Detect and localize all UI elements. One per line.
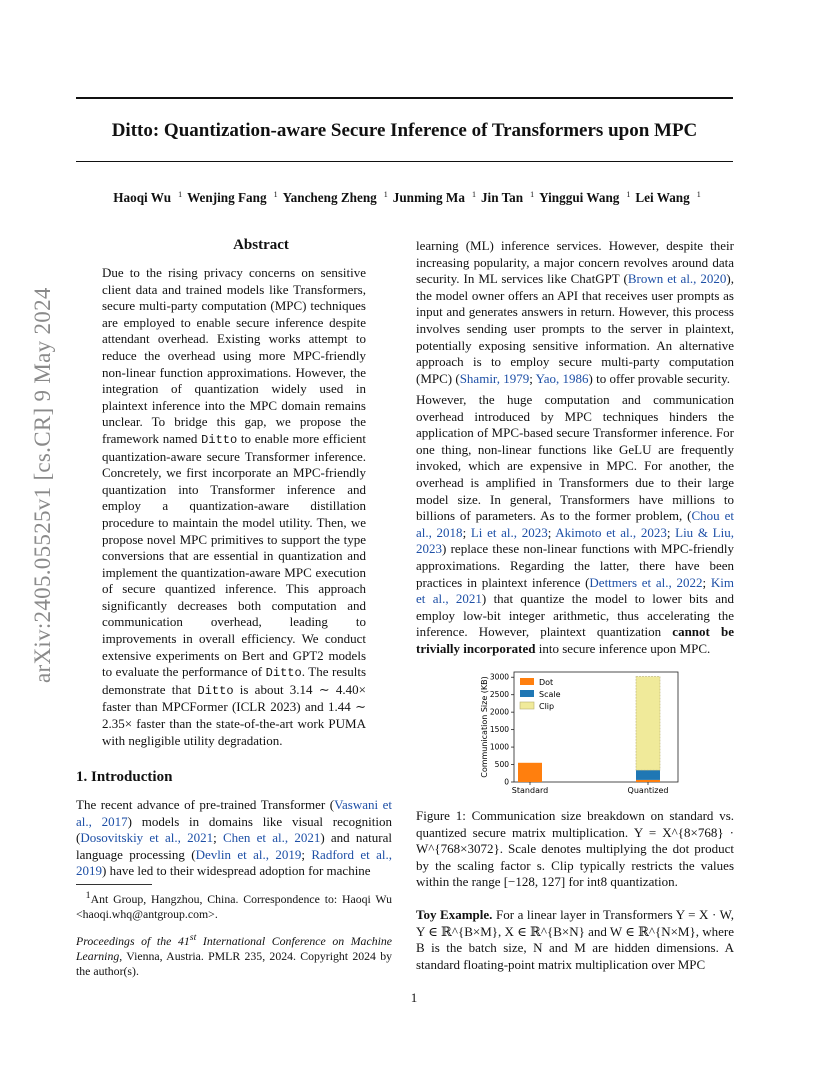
x-tick-label: Standard [511, 786, 549, 795]
paper-title: Ditto: Quantization-aware Secure Inference of Transformers upon MPC [111, 120, 698, 141]
citation-link[interactable]: Shamir, 1979 [459, 370, 530, 386]
author-name: Lei Wang [635, 190, 690, 206]
author-name: Yinggui Wang [539, 190, 620, 206]
citation-link[interactable]: Akimoto et al., 2023 [555, 524, 667, 540]
citation-link[interactable]: Chou et al., 2018 [416, 508, 734, 540]
author-name: Wenjing Fang [187, 190, 267, 206]
y-tick-label: 3000 [489, 672, 509, 682]
citation-link[interactable]: Chen et al., 2021 [222, 830, 321, 846]
page-number: 1 [410, 990, 418, 1005]
abstract-heading: Abstract [233, 237, 289, 253]
citation-link[interactable]: Yao, 1986 [535, 370, 589, 386]
author-name: Haoqi Wu [113, 190, 172, 206]
footnote: $^1$Ant Group, Hangzhou, China. Correspondence to: Haoqi Wu <haoqi.whq@antgroup.com>. [76, 890, 392, 921]
top-rule [76, 97, 733, 99]
section-heading-introduction: 1. Introduction [76, 769, 173, 785]
intro-paragraph: The recent advance of pre-trained Transformer (Vaswani et al., 2017) models in domains like visual recognition (Dosovitskiy et al., 2021; Chen et al., 2021) and natural language processing (Devlin et al., 2019; Radford et al., 2019) have led to their widespread adoption for machine [76, 797, 392, 879]
figure-1-chart [478, 668, 688, 800]
citation-link[interactable]: Dosovitskiy et al., 2021 [80, 830, 214, 846]
author-name: Junming Ma [392, 190, 465, 206]
legend-label-dot: Dot [539, 678, 554, 687]
right-paragraph-2: However, the huge computation and communication overhead introduced by MPC techniques hinders the application of MPC-based secure Transformer inference. For one thing, non-linear functions like GeLU are frequently invoked, which are expensive in MPC. For another, the overhead is amplified in Transformers due to their large model size. In general, Transformers have millions to billions of parameters. As to the former problem, (Chou et al., 2018; Li et al., 2023; Akimoto et al., 2023; Liu & Liu, 2023) replace these non-linear functions with MPC-friendly approximations. Regarding the latter, there have been practices in plaintext inference (Dettmers et al., 2022; Kim et al., 2021) that quantize the model to lower bits and employ low-bit integer arithmetic, thus accelerating the inference. However, plaintext quantization cannot be trivially incorporated into secure inference upon MPC. [416, 392, 735, 656]
affiliation-mark: 1 [178, 190, 183, 199]
y-tick-label: 2500 [489, 690, 509, 700]
citation-link[interactable]: Devlin et al., 2019 [195, 846, 302, 862]
footnote-rule [76, 884, 152, 885]
citation-link[interactable]: Vaswani et al., 2017 [76, 797, 392, 829]
proceedings-note: Proceedings of the 41st International Conference on Machine Learning, Vienna, Austria. PMLR 235, 2024. Copyright 2024 by the author(s). [76, 932, 393, 978]
y-tick-label: 1000 [489, 742, 509, 752]
y-tick-label: 1500 [489, 725, 509, 735]
x-tick-label: Quantized [627, 786, 669, 795]
citation-link[interactable]: Brown et al., 2020 [627, 271, 727, 287]
affiliation-mark: 1 [696, 190, 701, 199]
right-paragraph-1: learning (ML) inference services. However, despite their increasing popularity, a major concern revolves around data security. In ML services like ChatGPT (Brown et al., 2020), the model owner offers an API that receives user prompts as input and generates answers in return. However, this process involves sending user prompts to the server in plaintext, potentially exposing sensitive information. An alternative approach is to employ secure multi-party computation (MPC) (Shamir, 1979; Yao, 1986) to offer provable security. [416, 238, 734, 386]
citation-link[interactable]: Radford et al., 2019 [76, 846, 392, 879]
affiliation-mark: 1 [383, 190, 388, 199]
stacked-bar-chart [478, 668, 688, 800]
legend-swatch-clip [520, 702, 534, 709]
y-axis-label: Communication Size (KB) [480, 676, 489, 778]
abstract-body: Due to the rising privacy concerns on sensitive client data and trained models like Transformers, secure multi-party computation (MPC) techniques are employed to enable secure inference despite attendant overhead. Existing works attempt to reduce the overhead using more MPC-friendly non-linear function approximations. However, the integration of quantization widely used in plaintext inference into the MPC domain remains unclear. To bridge this gap, we propose the framework named Ditto to enable more efficient quantization-aware secure Transformer inference. Concretely, we first incorporate an MPC-friendly quantization into Transformer inference and employ a quantization-aware distillation procedure to maintain the model utility. Then, we propose novel MPC primitives to support the type conversions that are essential in quantization and implement the quantization-aware MPC execution of secure quantized inference. This approach significantly decreases both computation and communication overhead, leading to improvements in overall efficiency. We conduct extensive experiments on Bert and GPT2 models to evaluate the performance of Ditto. The results demonstrate that Ditto is about 3.14 ∼ 4.40× faster than MPCFormer (ICLR 2023) and 1.44 ∼ 2.35× faster than the state-of-the-art work PUMA with negligible utility degradation. [102, 265, 367, 748]
citation-link[interactable]: Li et al., 2023 [470, 524, 548, 540]
figure-caption: Figure 1: Communication size breakdown on standard vs. quantized secure matrix multiplication. Y = X^{8×768} · W^{768×3072}. Scale denotes multiplying the dot product by the scaling factor s. Clip typically restricts the values within the range [−128, 127] for int8 quantization. [416, 808, 734, 890]
bar-segment-scale [636, 770, 660, 780]
citation-link[interactable]: Liu & Liu, 2023 [416, 524, 734, 557]
y-tick-label: 2000 [489, 707, 509, 717]
author-name: Jin Tan [480, 190, 524, 206]
title-rule [76, 161, 733, 162]
citation-link[interactable]: Dettmers et al., 2022 [589, 574, 703, 590]
author-name: Yancheng Zheng [282, 190, 377, 206]
y-tick-label: 500 [494, 760, 509, 770]
affiliation-mark: 1 [273, 190, 278, 199]
author-list [76, 190, 733, 206]
legend-label-scale: Scale [539, 690, 561, 699]
legend-label-clip: Clip [539, 702, 555, 711]
legend-swatch-scale [520, 690, 534, 697]
caption-equation: Y = X^{8×768} · W^{768×3072} [416, 824, 734, 857]
citation-link[interactable]: Kim et al., 2021 [416, 574, 734, 607]
affiliation-mark: 1 [530, 190, 535, 199]
bar-segment-clip [636, 677, 660, 771]
arxiv-identifier: arXiv:2405.05525v1 [cs.CR] 9 May 2024 [30, 287, 55, 683]
bar-segment-dot [636, 780, 660, 782]
affiliation-mark: 1 [471, 190, 476, 199]
affiliation-mark: 1 [626, 190, 631, 199]
toy-example-paragraph: Toy Example. For a linear layer in Transformers Y = X · W, Y ∈ ℝ^{B×M}, X ∈ ℝ^{B×N} and W ∈ ℝ^{N×M}, where B is the batch size, N and M are hidden dimensions. A standard floating-point matrix multiplication over MPC [416, 907, 734, 972]
legend-swatch-dot [520, 678, 534, 685]
bar-segment-dot [518, 763, 542, 782]
y-tick-label: 0 [504, 777, 509, 787]
